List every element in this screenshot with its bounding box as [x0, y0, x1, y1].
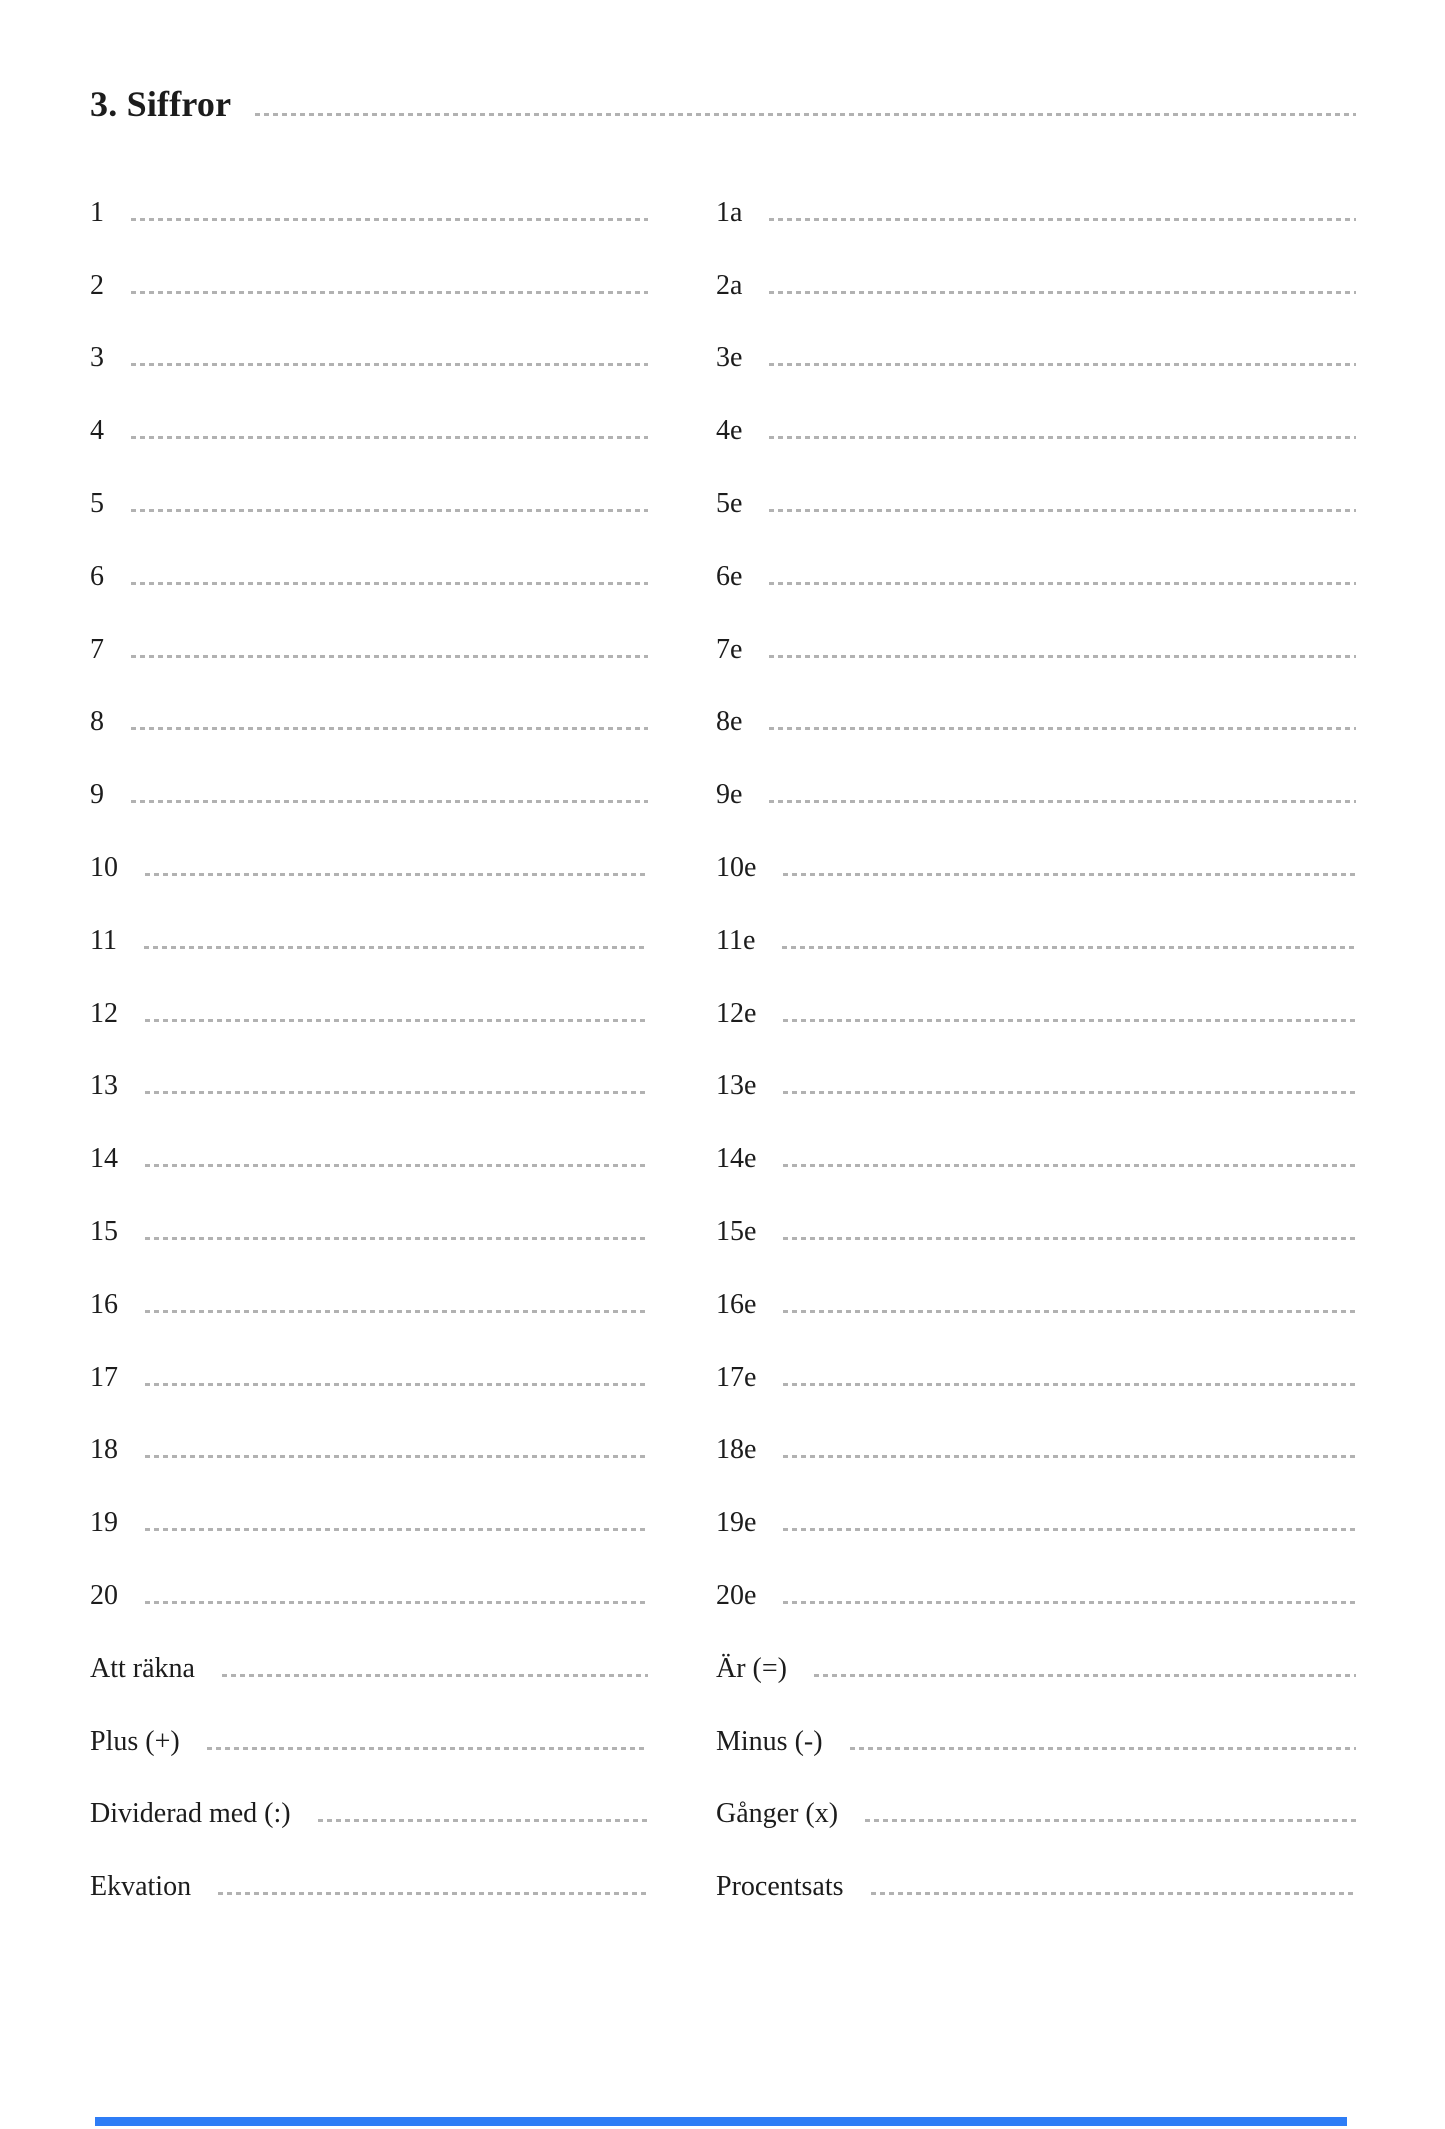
row-label: 10 [90, 851, 118, 883]
row-label: 8 [90, 706, 104, 738]
row-label: 15 [90, 1215, 118, 1247]
fill-in-row [716, 1537, 1356, 1610]
row-label: 6 [90, 560, 104, 592]
answer-line [769, 363, 1356, 366]
fill-in-row [716, 809, 1356, 882]
row-label: 12e [716, 997, 757, 1029]
answer-line [783, 1310, 1356, 1313]
row-label: 6e [716, 560, 743, 592]
answer-line [783, 1383, 1356, 1386]
fill-in-row [90, 1537, 648, 1610]
answer-line [145, 1528, 648, 1531]
row-label: 3e [716, 342, 743, 374]
fill-in-row [90, 1319, 648, 1392]
fill-in-row [90, 1100, 648, 1173]
answer-line [865, 1819, 1356, 1822]
answer-line [131, 291, 648, 294]
worksheet-columns [90, 154, 1356, 1901]
fill-in-row [90, 955, 648, 1028]
row-label: 17 [90, 1361, 118, 1393]
row-label: 11 [90, 924, 117, 956]
row-label: 1a [716, 196, 743, 228]
answer-line [783, 1091, 1356, 1094]
fill-in-row [90, 227, 648, 300]
row-label: 7e [716, 633, 743, 665]
fill-in-row [90, 1173, 648, 1246]
answer-line [218, 1892, 648, 1895]
answer-line [207, 1747, 648, 1750]
row-label: 15e [716, 1215, 757, 1247]
answer-line [871, 1892, 1356, 1895]
fill-in-row [90, 1683, 648, 1756]
row-label: 3 [90, 342, 104, 374]
row-label: 7 [90, 633, 104, 665]
row-label: 2a [716, 269, 743, 301]
fill-in-row [716, 154, 1356, 227]
row-label: 20e [716, 1579, 757, 1611]
row-label: 5e [716, 487, 743, 519]
answer-line [222, 1674, 648, 1677]
title-dotted-line [255, 113, 1356, 116]
answer-line [145, 1383, 648, 1386]
answer-line [131, 655, 648, 658]
fill-in-row [716, 882, 1356, 955]
fill-in-row [90, 882, 648, 955]
answer-line [144, 946, 648, 949]
answer-line [145, 1164, 648, 1167]
fill-in-row [90, 1028, 648, 1101]
row-label: Ekvation [90, 1871, 192, 1903]
row-label: 17e [716, 1361, 757, 1393]
fill-in-row [716, 1246, 1356, 1319]
fill-in-row [716, 300, 1356, 373]
row-label: 16 [90, 1288, 118, 1320]
answer-line [131, 363, 648, 366]
answer-line [783, 1601, 1356, 1604]
fill-in-row [716, 736, 1356, 809]
section-header [90, 86, 1356, 122]
answer-line [769, 218, 1356, 221]
answer-line [850, 1747, 1356, 1750]
fill-in-row [90, 809, 648, 882]
fill-in-row [90, 300, 648, 373]
answer-line [145, 1019, 648, 1022]
answer-line [783, 1237, 1356, 1240]
row-label: 11e [716, 924, 756, 956]
answer-line [145, 1455, 648, 1458]
fill-in-row [90, 591, 648, 664]
answer-line [145, 873, 648, 876]
row-label: 9e [716, 779, 743, 811]
fill-in-row [716, 664, 1356, 737]
answer-line [769, 436, 1356, 439]
fill-in-row [90, 445, 648, 518]
row-label: 4e [716, 415, 743, 447]
fill-in-row [716, 1610, 1356, 1683]
answer-line [145, 1237, 648, 1240]
row-label: Att räkna [90, 1652, 195, 1684]
fill-in-row [716, 445, 1356, 518]
row-label: 9 [90, 779, 104, 811]
row-label: Är (=) [716, 1652, 787, 1684]
fill-in-row [716, 1683, 1356, 1756]
fill-in-row [90, 154, 648, 227]
row-label: 20 [90, 1579, 118, 1611]
fill-in-row [716, 1319, 1356, 1392]
footer-accent-bar [95, 2117, 1347, 2126]
fill-in-row [90, 1756, 648, 1829]
answer-line [769, 291, 1356, 294]
answer-line [145, 1310, 648, 1313]
fill-in-row [90, 1246, 648, 1319]
fill-in-row [716, 1828, 1356, 1901]
fill-in-row [90, 1610, 648, 1683]
answer-line [783, 1019, 1356, 1022]
fill-in-row [90, 1828, 648, 1901]
fill-in-row [90, 664, 648, 737]
row-label: 4 [90, 415, 104, 447]
answer-line [783, 873, 1356, 876]
row-label: 16e [716, 1288, 757, 1320]
row-label: 14e [716, 1143, 757, 1175]
answer-line [783, 1164, 1356, 1167]
answer-line [782, 946, 1356, 949]
answer-line [131, 509, 648, 512]
fill-in-row [716, 591, 1356, 664]
fill-in-row [716, 1173, 1356, 1246]
answer-line [131, 582, 648, 585]
fill-in-row [716, 1756, 1356, 1829]
row-label: 13e [716, 1070, 757, 1102]
answer-line [131, 436, 648, 439]
fill-in-row [90, 736, 648, 809]
answer-line [814, 1674, 1356, 1677]
fill-in-row [716, 227, 1356, 300]
row-label: 1 [90, 196, 104, 228]
fill-in-row [716, 1028, 1356, 1101]
row-label: 18 [90, 1434, 118, 1466]
row-label: Minus (-) [716, 1725, 823, 1757]
row-label: 10e [716, 851, 757, 883]
row-label: Plus (+) [90, 1725, 180, 1757]
answer-line [769, 800, 1356, 803]
answer-line [145, 1601, 648, 1604]
section-title: 3. Siffror [90, 84, 232, 124]
fill-in-row [90, 1392, 648, 1465]
answer-line [769, 727, 1356, 730]
answer-line [783, 1528, 1356, 1531]
fill-in-row [716, 372, 1356, 445]
row-label: 13 [90, 1070, 118, 1102]
row-label: Gånger (x) [716, 1798, 839, 1830]
answer-line [131, 800, 648, 803]
answer-line [145, 1091, 648, 1094]
answer-line [131, 727, 648, 730]
row-label: 19 [90, 1507, 118, 1539]
row-label: Dividerad med (:) [90, 1798, 291, 1830]
row-label: Procentsats [716, 1871, 844, 1903]
answer-line [131, 218, 648, 221]
row-label: 8e [716, 706, 743, 738]
right-column [716, 154, 1356, 1901]
answer-line [769, 655, 1356, 658]
left-column [90, 154, 648, 1901]
row-label: 18e [716, 1434, 757, 1466]
row-label: 14 [90, 1143, 118, 1175]
fill-in-row [90, 518, 648, 591]
row-label: 12 [90, 997, 118, 1029]
fill-in-row [90, 372, 648, 445]
fill-in-row [716, 1392, 1356, 1465]
row-label: 19e [716, 1507, 757, 1539]
fill-in-row [90, 1464, 648, 1537]
answer-line [318, 1819, 648, 1822]
answer-line [769, 582, 1356, 585]
fill-in-row [716, 955, 1356, 1028]
row-label: 2 [90, 269, 104, 301]
fill-in-row [716, 518, 1356, 591]
answer-line [769, 509, 1356, 512]
row-label: 5 [90, 487, 104, 519]
answer-line [783, 1455, 1356, 1458]
fill-in-row [716, 1100, 1356, 1173]
fill-in-row [716, 1464, 1356, 1537]
